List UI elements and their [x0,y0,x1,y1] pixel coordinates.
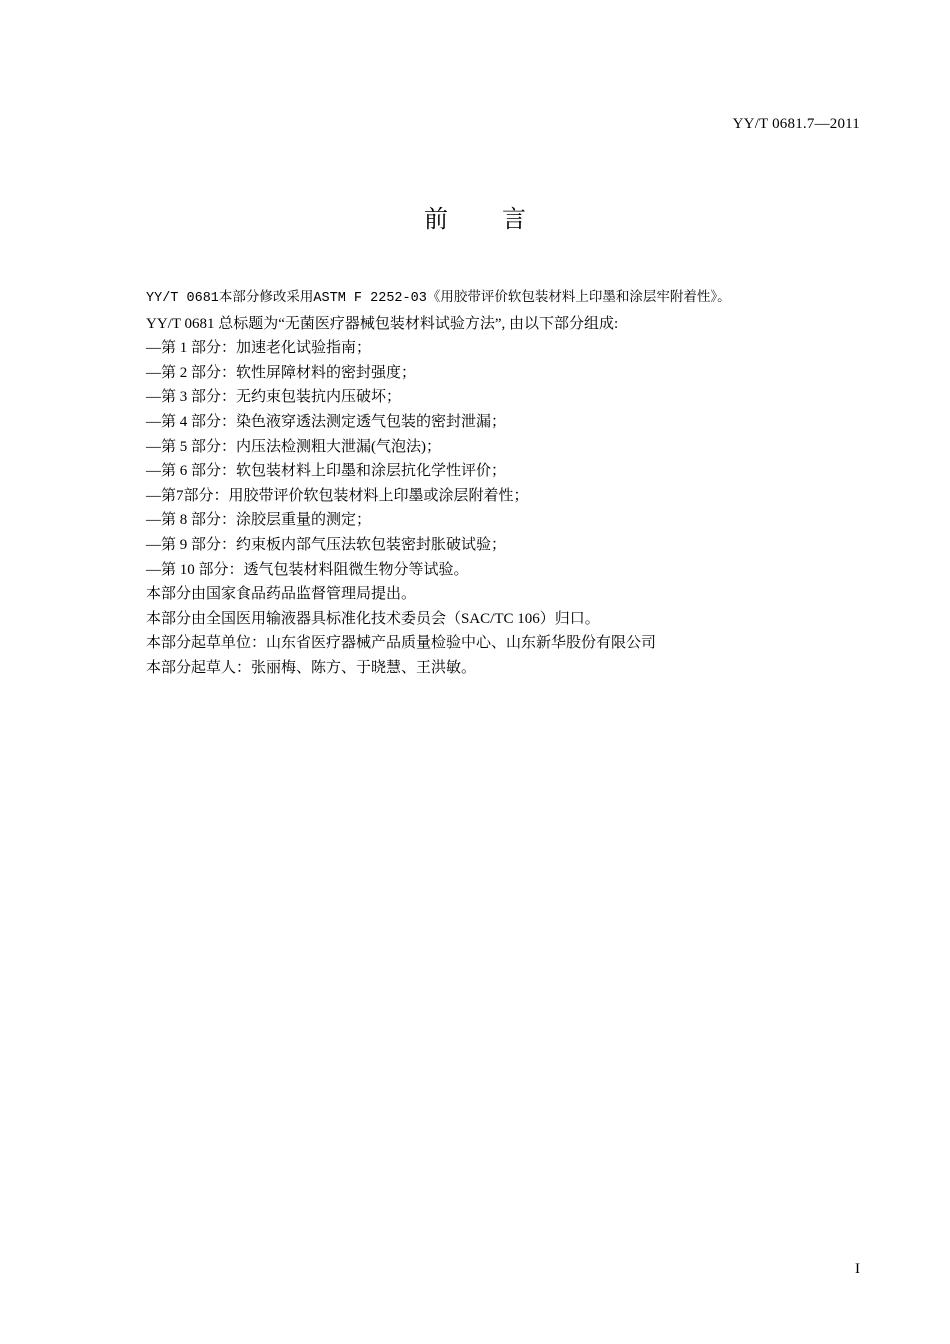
page-title [0,202,950,236]
page-number: I [855,1261,860,1277]
paragraph-general-title: YY/T 0681 总标题为“无菌医疗器械包装材料试验方法”, 由以下部分组成: [146,315,619,332]
list-item-part-9: —第 9 部分：约束板内部气压法软包装密封胀破试验； [146,536,507,553]
standard-code: YY/T 0681.7—2011 [732,116,860,132]
foreword-body [146,287,866,681]
list-item-part-1: —第 1 部分：加速老化试验指南； [146,340,372,357]
paragraph-centralized-by: 本部分由全国医用输液器具标准化技术委员会（SAC/TC 106）归口。 [146,610,600,627]
title-char-1: 前 [424,205,448,233]
list-item-part-5: —第 5 部分：内压法检测粗大泄漏(气泡法)； [146,438,441,455]
title-char-2: 言 [502,205,526,233]
list-item-part-10: —第 10 部分：透气包装材料阻微生物分等试验。 [146,561,469,578]
list-item-part-4: —第 4 部分：染色液穿透法测定透气包装的密封泄漏； [146,413,507,430]
list-item-part-6: —第 6 部分：软包装材料上印墨和涂层抗化学性评价； [146,463,507,480]
list-item-part-8: —第 8 部分：涂胶层重量的测定； [146,512,372,529]
paragraph-adoption: YY/T 0681本部分修改采用ASTM F 2252-03《用胶带评价软包装材料上印墨和涂层牢附着性》。 [146,291,731,306]
paragraph-drafting-units: 本部分起草单位：山东省医疗器械产品质量检验中心、山东新华股份有限公司 [146,635,657,652]
paragraph-proposed-by: 本部分由国家食品药品监督管理局提出。 [146,586,417,603]
list-item-part-3: —第 3 部分：无约束包装抗内压破坏； [146,389,402,406]
list-item-part-2: —第 2 部分：软性屏障材料的密封强度； [146,364,417,381]
list-item-part-7: —第7部分：用胶带评价软包装材料上印墨或涂层附着性； [146,487,529,504]
paragraph-drafters: 本部分起草人：张丽梅、陈方、于晓慧、王洪敏。 [146,659,477,676]
